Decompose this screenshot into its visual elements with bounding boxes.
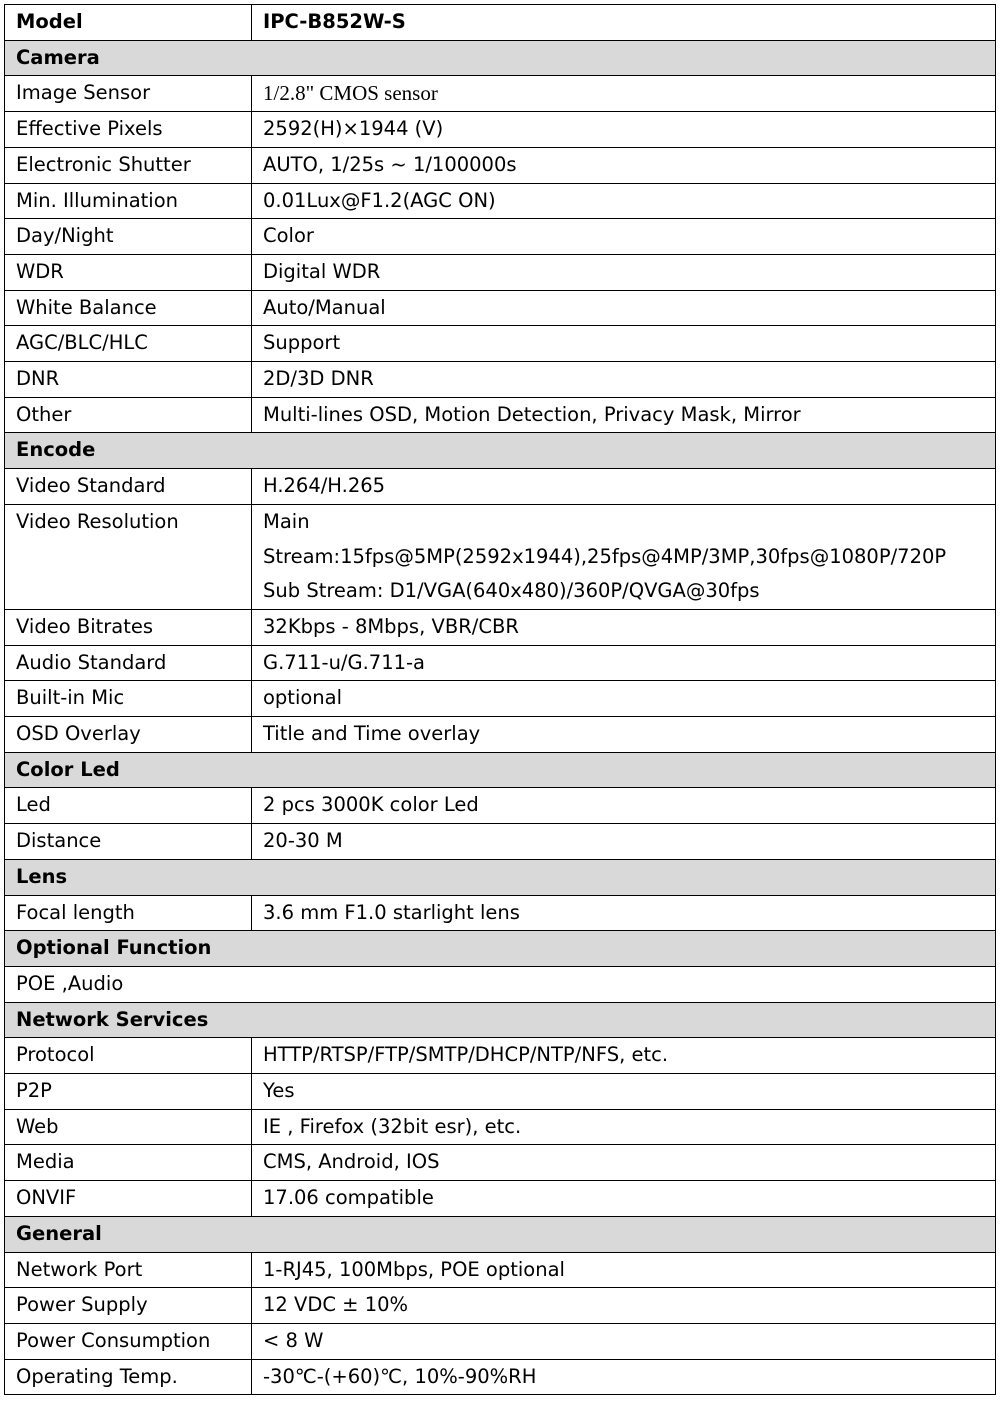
spec-row bbox=[5, 717, 996, 753]
spec-label: Video Bitrates bbox=[5, 609, 252, 645]
spec-label: Protocol bbox=[5, 1038, 252, 1074]
section-title: Color Led bbox=[5, 752, 996, 788]
section-header bbox=[5, 1002, 996, 1038]
spec-value: 12 VDC ± 10% bbox=[252, 1288, 996, 1324]
spec-value bbox=[252, 504, 996, 609]
section-header bbox=[5, 1216, 996, 1252]
spec-row bbox=[5, 290, 996, 326]
spec-value: < 8 W bbox=[252, 1323, 996, 1359]
spec-row bbox=[5, 681, 996, 717]
spec-value: 2D/3D DNR bbox=[252, 362, 996, 398]
spec-label: Day/Night bbox=[5, 219, 252, 255]
spec-label: Operating Temp. bbox=[5, 1359, 252, 1395]
spec-label: Media bbox=[5, 1145, 252, 1181]
spec-label: Effective Pixels bbox=[5, 112, 252, 148]
spec-row bbox=[5, 609, 996, 645]
spec-value: 2592(H)×1944 (V) bbox=[252, 112, 996, 148]
spec-label: OSD Overlay bbox=[5, 717, 252, 753]
section-header bbox=[5, 752, 996, 788]
spec-value: Auto/Manual bbox=[252, 290, 996, 326]
spec-label: P2P bbox=[5, 1074, 252, 1110]
spec-value: IE , Firefox (32bit esr), etc. bbox=[252, 1109, 996, 1145]
spec-label: AGC/BLC/HLC bbox=[5, 326, 252, 362]
spec-row bbox=[5, 147, 996, 183]
spec-value: H.264/H.265 bbox=[252, 469, 996, 505]
spec-row bbox=[5, 1145, 996, 1181]
spec-value-line: Main bbox=[263, 509, 310, 533]
spec-full-value: POE ,Audio bbox=[5, 966, 996, 1002]
spec-label: Video Standard bbox=[5, 469, 252, 505]
section-title: Optional Function bbox=[5, 931, 996, 967]
spec-label: Electronic Shutter bbox=[5, 147, 252, 183]
spec-row bbox=[5, 645, 996, 681]
spec-label: Led bbox=[5, 788, 252, 824]
spec-row bbox=[5, 1288, 996, 1324]
spec-value: 20-30 M bbox=[252, 824, 996, 860]
spec-value: 1/2.8" CMOS sensor bbox=[252, 76, 996, 112]
spec-row bbox=[5, 76, 996, 112]
spec-label: Power Consumption bbox=[5, 1323, 252, 1359]
spec-value: 32Kbps - 8Mbps, VBR/CBR bbox=[252, 609, 996, 645]
spec-label: Focal length bbox=[5, 895, 252, 931]
spec-label: White Balance bbox=[5, 290, 252, 326]
spec-value: 3.6 mm F1.0 starlight lens bbox=[252, 895, 996, 931]
spec-row bbox=[5, 1074, 996, 1110]
spec-label: DNR bbox=[5, 362, 252, 398]
section-title: Lens bbox=[5, 859, 996, 895]
spec-value: optional bbox=[252, 681, 996, 717]
section-header bbox=[5, 433, 996, 469]
spec-value: G.711-u/G.711-a bbox=[252, 645, 996, 681]
spec-value-line: Sub Stream: D1/VGA(640x480)/360P/QVGA@30fps bbox=[263, 579, 760, 603]
section-title: Encode bbox=[5, 433, 996, 469]
spec-table-body bbox=[5, 5, 996, 1395]
spec-value: HTTP/RTSP/FTP/SMTP/DHCP/NTP/NFS, etc. bbox=[252, 1038, 996, 1074]
spec-row bbox=[5, 966, 996, 1002]
spec-row bbox=[5, 183, 996, 219]
model-value: IPC-B852W-S bbox=[252, 5, 996, 41]
spec-value: Support bbox=[252, 326, 996, 362]
spec-label: Built-in Mic bbox=[5, 681, 252, 717]
spec-row bbox=[5, 219, 996, 255]
spec-value: Yes bbox=[252, 1074, 996, 1110]
spec-label: Other bbox=[5, 397, 252, 433]
spec-row bbox=[5, 788, 996, 824]
spec-row bbox=[5, 1109, 996, 1145]
spec-row bbox=[5, 895, 996, 931]
spec-label: Distance bbox=[5, 824, 252, 860]
spec-value: 2 pcs 3000K color Led bbox=[252, 788, 996, 824]
spec-value: CMS, Android, IOS bbox=[252, 1145, 996, 1181]
spec-value: 0.01Lux@F1.2(AGC ON) bbox=[252, 183, 996, 219]
spec-row bbox=[5, 504, 996, 609]
spec-value: Digital WDR bbox=[252, 254, 996, 290]
section-title: General bbox=[5, 1216, 996, 1252]
spec-row bbox=[5, 112, 996, 148]
spec-row bbox=[5, 1038, 996, 1074]
spec-row bbox=[5, 469, 996, 505]
section-header bbox=[5, 40, 996, 76]
spec-value: Color bbox=[252, 219, 996, 255]
spec-value: AUTO, 1/25s ~ 1/100000s bbox=[252, 147, 996, 183]
spec-label: WDR bbox=[5, 254, 252, 290]
spec-label: Image Sensor bbox=[5, 76, 252, 112]
spec-table bbox=[4, 4, 996, 1395]
spec-row bbox=[5, 1252, 996, 1288]
section-title: Camera bbox=[5, 40, 996, 76]
model-row bbox=[5, 5, 996, 41]
spec-label: Min. Illumination bbox=[5, 183, 252, 219]
spec-row bbox=[5, 362, 996, 398]
spec-label: Network Port bbox=[5, 1252, 252, 1288]
spec-value-line: Stream:15fps@5MP(2592x1944),25fps@4MP/3MP,30fps@1080P/720P bbox=[263, 544, 947, 568]
spec-value: -30℃-(+60)℃, 10%-90%RH bbox=[252, 1359, 996, 1395]
spec-value: 17.06 compatible bbox=[252, 1181, 996, 1217]
section-header bbox=[5, 859, 996, 895]
spec-label: Video Resolution bbox=[5, 504, 252, 609]
spec-value: Title and Time overlay bbox=[252, 717, 996, 753]
spec-row bbox=[5, 326, 996, 362]
model-label: Model bbox=[5, 5, 252, 41]
spec-row bbox=[5, 254, 996, 290]
spec-row bbox=[5, 824, 996, 860]
spec-label: Web bbox=[5, 1109, 252, 1145]
spec-row bbox=[5, 1323, 996, 1359]
spec-label: ONVIF bbox=[5, 1181, 252, 1217]
spec-value: 1-RJ45, 100Mbps, POE optional bbox=[252, 1252, 996, 1288]
spec-label: Power Supply bbox=[5, 1288, 252, 1324]
spec-label: Audio Standard bbox=[5, 645, 252, 681]
section-header bbox=[5, 931, 996, 967]
spec-row bbox=[5, 397, 996, 433]
spec-row bbox=[5, 1359, 996, 1395]
spec-value: Multi-lines OSD, Motion Detection, Privacy Mask, Mirror bbox=[252, 397, 996, 433]
section-title: Network Services bbox=[5, 1002, 996, 1038]
spec-row bbox=[5, 1181, 996, 1217]
